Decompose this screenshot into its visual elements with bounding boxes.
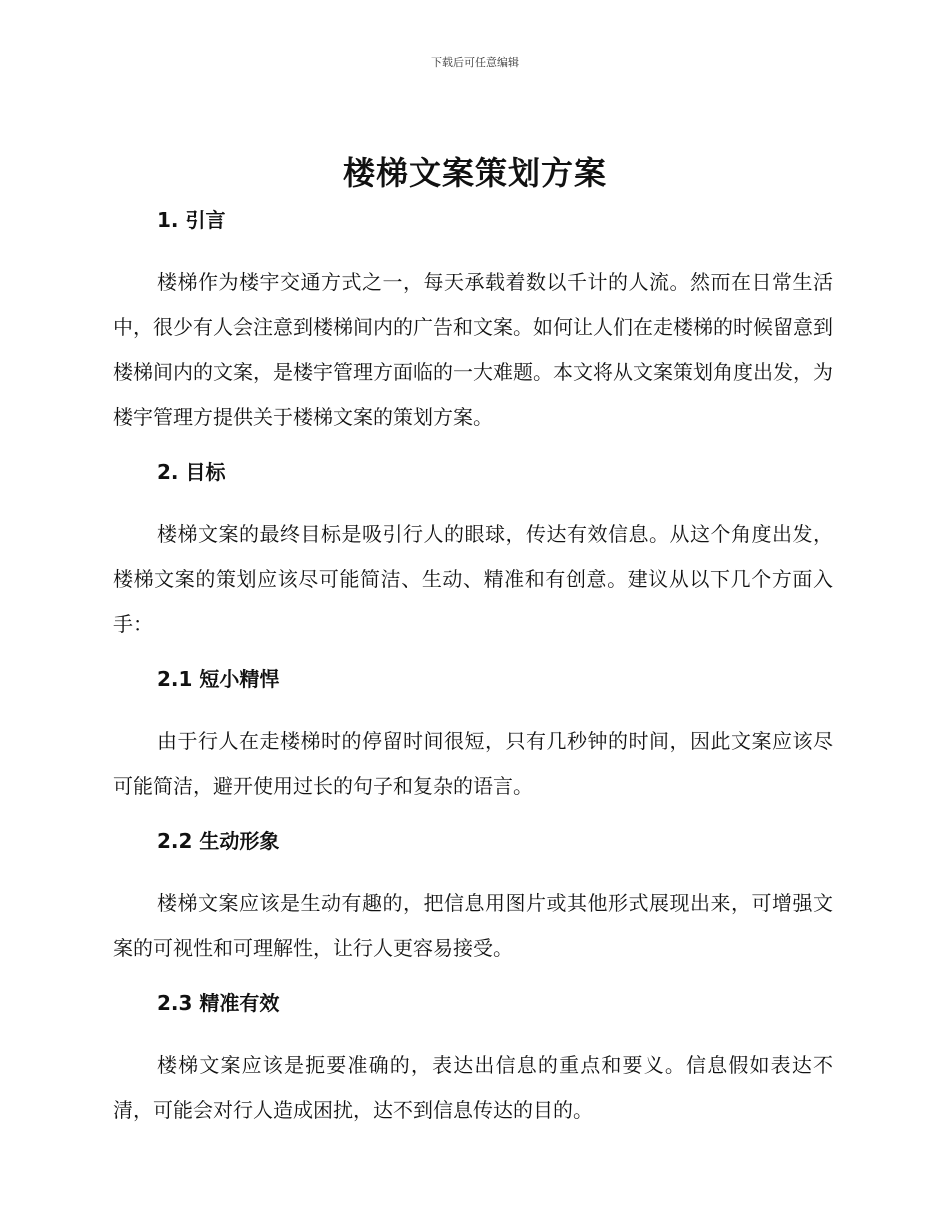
document-body (113, 202, 833, 1133)
document-title: 楼梯文案策划方案 (342, 154, 607, 192)
section-heading-concise: 2.1 短小精悍 (157, 667, 280, 691)
section-paragraph-intro: 楼梯作为楼宇交通方式之一，每天承载着数以千计的人流。然而在日常生活中，很少有人会注意到楼梯间内的广告和文案。如何让人们在走楼梯的时候留意到楼梯间内的文案，是楼宇管理方面临的一大难题。本文将从文案策划角度出发，为楼宇管理方提供关于楼梯文案的策划方案。 (113, 270, 833, 429)
section-paragraph-concise: 由于行人在走楼梯时的停留时间很短，只有几秒钟的时间，因此文案应该尽可能简洁，避开使用过长的句子和复杂的语言。 (113, 729, 833, 798)
section-heading-vivid: 2.2 生动形象 (157, 829, 280, 853)
section-paragraph-goal: 楼梯文案的最终目标是吸引行人的眼球，传达有效信息。从这个角度出发，楼梯文案的策划应该尽可能简洁、生动、精准和有创意。建议从以下几个方面入手： (113, 522, 833, 636)
section-heading-intro: 1. 引言 (157, 208, 226, 232)
section-heading-precise: 2.3 精准有效 (157, 991, 280, 1015)
header-note: 下载后可任意编辑 (431, 56, 519, 69)
section-paragraph-precise: 楼梯文案应该是扼要准确的，表达出信息的重点和要义。信息假如表达不清，可能会对行人造成困扰，达不到信息传达的目的。 (113, 1053, 833, 1122)
section-heading-goal: 2. 目标 (157, 460, 226, 484)
section-paragraph-vivid: 楼梯文案应该是生动有趣的，把信息用图片或其他形式展现出来，可增强文案的可视性和可理解性，让行人更容易接受。 (113, 891, 833, 960)
